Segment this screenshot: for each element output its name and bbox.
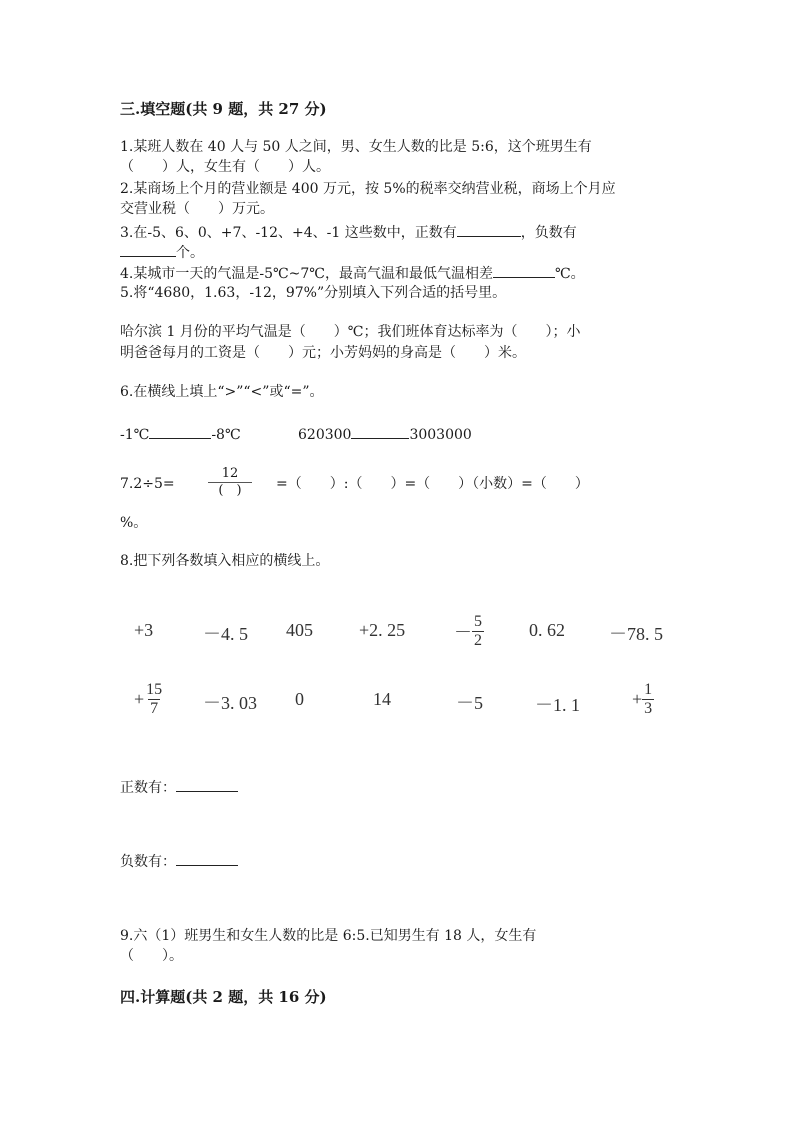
q6-b-right: 3003000: [409, 427, 472, 443]
q7-rest: =（ ）:（ ）=（ ）（小数）=（ ）: [276, 476, 589, 492]
q8-fraction: [134, 681, 164, 718]
q3-line1: [120, 221, 577, 243]
q7-fraction: [208, 466, 252, 499]
q8-line1: 8.把下列各数填入相应的横线上。: [120, 553, 330, 569]
q8-num: 0: [295, 689, 304, 709]
q6-a-blank[interactable]: [149, 423, 211, 439]
q6-line1: 6.在横线上填上“>”“<”或“=”。: [120, 384, 324, 400]
q8-fraction-numerator: 15: [146, 681, 163, 698]
q8-fraction-denominator: 7: [150, 700, 159, 717]
q9-line2: （ ）。: [120, 948, 183, 964]
q8-num: －1. 1: [535, 695, 580, 715]
q3-negative-blank[interactable]: [120, 241, 176, 257]
q7-tail: %。: [120, 515, 148, 531]
q8-fraction-denominator: 3: [644, 700, 653, 717]
q5-para1: 哈尔滨 1 月份的平均气温是（ ）℃；我们班体育达标率为（ ）；小: [120, 324, 581, 340]
q4-end: ℃。: [554, 266, 585, 282]
q4-line: [120, 262, 585, 284]
q8-num: －5: [456, 693, 483, 713]
q4-blank[interactable]: [493, 262, 555, 278]
positive-blank[interactable]: [176, 776, 238, 792]
q6-b-left: 620300: [298, 427, 352, 443]
q6-compare-a: [120, 423, 241, 445]
q1-line2: （ ）人，女生有（ ）人。: [120, 159, 330, 175]
q3-text: 3.在-5、6、0、+7、-12、+4、-1 这些数中，正数有: [120, 225, 457, 241]
section-3-title: 三.填空题(共 9 题，共 27 分): [120, 100, 327, 118]
q8-num: －3. 03: [203, 693, 257, 713]
section-4-title: 四.计算题(共 2 题，共 16 分): [120, 988, 327, 1006]
q6-compare-b: [298, 423, 472, 445]
q8-num: +3: [134, 620, 154, 640]
q5-para2: 明爸爸每月的工资是（ ）元；小芳妈妈的身高是（ ）米。: [120, 345, 526, 361]
q8-num: 0. 62: [529, 620, 565, 640]
q8-fraction-numerator: 5: [474, 613, 482, 630]
q7-prefix: 7.2÷5=: [120, 476, 175, 492]
q3-line2: [120, 241, 204, 263]
q6-a-left: -1℃: [120, 427, 150, 443]
q2-line2: 交营业税（ ）万元。: [120, 201, 274, 217]
q8-num: +2. 25: [359, 620, 406, 640]
negative-label: 负数有：: [120, 854, 176, 870]
q8-fraction-sign: +: [632, 689, 643, 709]
negative-blank[interactable]: [176, 850, 238, 866]
q8-fraction-numerator: 1: [644, 681, 653, 698]
q9-line1: 9.六（1）班男生和女生人数的比是 6:5.已知男生有 18 人，女生有: [120, 928, 537, 944]
q8-fraction-denominator: 2: [474, 632, 482, 649]
q8-num: 14: [373, 689, 391, 709]
q3-text-end: ，负数有: [520, 225, 577, 241]
q8-fraction-sign: －: [454, 622, 472, 643]
positive-label: 正数有：: [120, 780, 176, 796]
q8-fraction: [632, 681, 654, 718]
q8-fraction: [454, 613, 484, 650]
q1-line1: 1.某班人数在 40 人与 50 人之间，男、女生人数的比是 5:6，这个班男生有: [120, 139, 592, 155]
q5-line1: 5.将“4680，1.63，-12，97%”分别填入下列合适的括号里。: [120, 285, 507, 301]
q2-line1: 2.某商场上个月的营业额是 400 万元，按 5%的税率交纳营业税，商场上个月应: [120, 181, 616, 197]
q8-num: 405: [286, 620, 313, 640]
q4-text: 4.某城市一天的气温是-5℃~7℃，最高气温和最低气温相差: [120, 266, 493, 282]
q7-denominator: ( ): [208, 482, 252, 499]
q8-fraction-sign: +: [134, 689, 145, 709]
q8-num: －4. 5: [203, 624, 248, 644]
q7-numerator: 12: [221, 466, 239, 481]
q6-b-blank[interactable]: [351, 423, 409, 439]
q3-line2-end: 个。: [176, 245, 204, 261]
q8-num: －78. 5: [609, 624, 663, 644]
q3-positive-blank[interactable]: [457, 221, 521, 237]
q6-a-right: -8℃: [211, 427, 241, 443]
q8-negative: [120, 850, 238, 872]
q8-positive: [120, 776, 238, 798]
